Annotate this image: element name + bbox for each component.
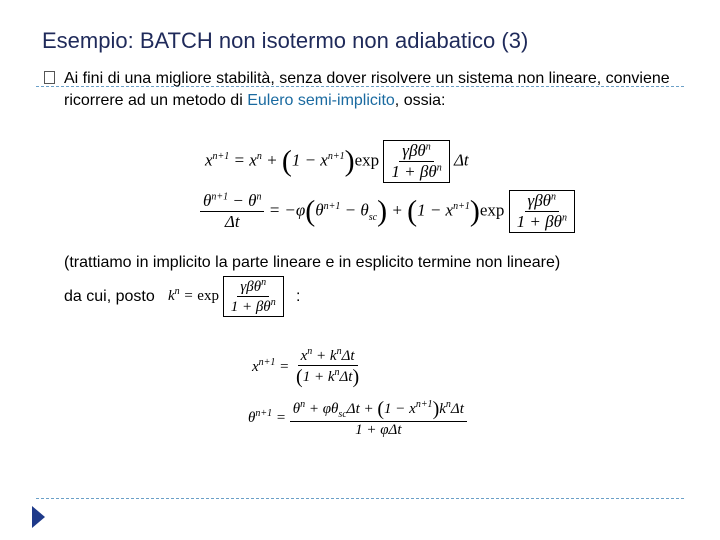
equation-x-update: $x^{n+1} = x^n + (1 - x^{n+1})\exp$ $\frac{\gamma\beta\theta^n}{1 + \beta\theta^n}$ Δt xyxy=(205,141,469,181)
para-text-before: Ai fini di una migliore stabilità, senza dover risolvere un sistema non lineare, conviene ricorrere ad un metodo di xyxy=(64,70,670,109)
equation-theta-explicit: $\theta^{n+1}$ = $\frac{\theta^n + \varphi\theta_{sc}\Delta t + (1 - x^{n+1})k^n\Delta t}{\text{1 + φΔt}}$ xyxy=(248,398,467,439)
square-bullet-icon xyxy=(44,71,55,84)
dacui-colon: : xyxy=(296,288,301,305)
note-line: (trattiamo in implicito la parte lineare e in esplicito termine non lineare) xyxy=(64,254,561,271)
equation-theta-update: $\frac{\theta^{n+1} - \theta^n}{\Delta t}$ = $-\varphi(\theta^{n+1} - \theta_{sc}) + (1 - x^{n+1})\exp$ $\frac{\gamma\beta\theta^n}{1 + \beta\theta^n}$ xyxy=(200,190,575,233)
para-text-after: , ossia: xyxy=(394,92,446,109)
play-arrow-icon[interactable] xyxy=(32,506,45,528)
dacui-label: da cui, posto xyxy=(64,288,155,305)
euler-link-text: Eulero semi-implicito xyxy=(247,92,395,109)
bottom-divider xyxy=(36,498,684,499)
equation-k-definition: $k^n = \exp$ $\frac{\gamma\beta\theta^n}{1 + \beta\theta^n}$ xyxy=(168,276,284,317)
slide-title: Esempio: BATCH non isotermo non adiabatico (3) xyxy=(42,28,529,53)
equation-x-explicit: $x^{n+1}$ = $\frac{x^n + k^n\Delta t}{(1 + k^n\Delta t)}$ xyxy=(252,346,360,388)
intro-paragraph xyxy=(64,68,694,112)
